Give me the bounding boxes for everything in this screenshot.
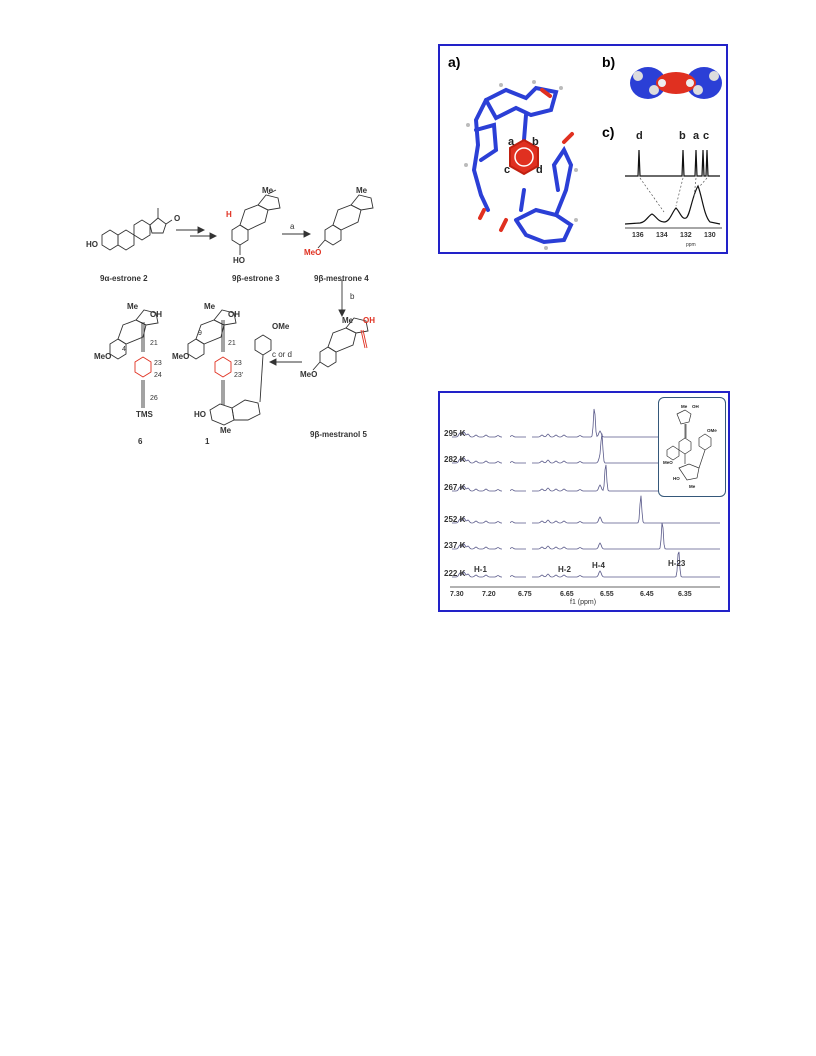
atom-num-26-6: 26	[150, 395, 158, 402]
atom-ho-2: HO	[86, 240, 98, 249]
atom-me-6: Me	[127, 302, 139, 311]
inset-atom-ho: HO	[673, 476, 680, 481]
arrow-label-a: a	[290, 222, 295, 231]
peak-label-b: b	[679, 130, 686, 142]
inset-structure	[659, 398, 725, 496]
atom-me-5: Me	[342, 316, 354, 325]
ring-label-b: b	[532, 136, 539, 148]
inset-atom-oh: OH	[692, 404, 699, 409]
x-unit: ppm	[686, 242, 696, 248]
solution-spectrum-trace	[625, 150, 720, 176]
spectrum-trace-237k	[452, 523, 720, 549]
axis-break-0	[502, 413, 510, 583]
atom-oh-5: OH	[363, 316, 375, 325]
temp-label-267: 267 K	[444, 483, 466, 492]
atom-me-4: Me	[356, 186, 368, 195]
atom-num-9-1: 9	[198, 330, 202, 337]
estrone-3-structure	[232, 190, 280, 255]
x-tick-136: 136	[632, 232, 644, 239]
compound-label-2: 9α-estrone 2	[100, 274, 148, 283]
compound-label-1: 1	[205, 437, 210, 446]
correlation-a	[694, 178, 696, 198]
synthesis-scheme	[80, 90, 380, 450]
axis-break-1	[526, 413, 532, 583]
atom-num-24-6: 24	[154, 372, 162, 379]
f2-tick-675: 6.75	[518, 591, 532, 598]
atom-tms-6: TMS	[136, 410, 153, 419]
peak-label-h2: H-2	[558, 565, 571, 574]
correlation-d	[640, 178, 664, 212]
atom-me-3: Me	[262, 186, 274, 195]
temp-label-252: 252 K	[444, 515, 466, 524]
compound-label-3: 9β-estrone 3	[232, 274, 280, 283]
spectrum-trace-252k	[452, 496, 720, 523]
compound-label-5: 9β-mestranol 5	[310, 430, 367, 439]
f2-tick-665: 6.65	[560, 591, 574, 598]
temp-label-282: 282 K	[444, 455, 466, 464]
atom-num-23-6: 23	[154, 360, 162, 367]
solid-state-spectrum-trace	[625, 186, 720, 224]
atom-num-4-6: 4	[122, 346, 126, 353]
atom-ho-1: HO	[194, 410, 206, 419]
atom-meo-1: MeO	[172, 352, 190, 361]
scheme-drawing	[80, 90, 380, 450]
temp-label-237: 237 K	[444, 541, 466, 550]
peak-label-h4: H-4	[592, 561, 605, 570]
f2-tick-645: 6.45	[640, 591, 654, 598]
atom-meo-5: MeO	[300, 370, 318, 379]
estrone-2-structure	[102, 208, 172, 250]
atom-num-23p-1: 23'	[234, 372, 244, 379]
f2-tick-730: 7.30	[450, 591, 464, 598]
atom-ome-1: OMe	[272, 322, 290, 331]
atom-ho-3: HO	[233, 256, 245, 265]
atom-me-1b: Me	[220, 426, 232, 435]
atom-o-2: O	[174, 214, 181, 223]
peak-label-a: a	[693, 130, 700, 142]
mestranol-5-structure	[313, 318, 368, 370]
temp-label-222: 222 K	[444, 569, 466, 578]
atom-meo-4: MeO	[304, 248, 322, 257]
atom-me-1: Me	[204, 302, 216, 311]
x-tick-130: 130	[704, 232, 716, 239]
atom-num-21-1: 21	[228, 340, 236, 347]
carbon-spectrum	[620, 136, 730, 236]
compound-label-4: 9β-mestrone 4	[314, 274, 369, 283]
peak-label-c: c	[703, 130, 710, 142]
figure1-frame	[438, 44, 728, 254]
correlation-b	[676, 178, 683, 206]
peak-label-d: d	[636, 130, 643, 142]
atom-num-23-1: 23	[234, 360, 242, 367]
arrow-label-b: b	[350, 292, 355, 301]
peak-label-h23: H-23	[668, 559, 686, 568]
atom-oh-6: OH	[150, 310, 162, 319]
panel-label-b: b)	[602, 54, 616, 70]
figure2-frame	[438, 391, 730, 612]
peak-label-h1: H-1	[474, 565, 487, 574]
ring-label-c: c	[504, 164, 511, 176]
f2-tick-720: 7.20	[482, 591, 496, 598]
atom-oh-1: OH	[228, 310, 240, 319]
ring-label-a: a	[508, 136, 515, 148]
compound-6-structure	[110, 310, 158, 408]
panel-label-c: c)	[602, 124, 615, 140]
x-tick-132: 132	[680, 232, 692, 239]
mestrone-4-structure	[318, 195, 373, 248]
f2-tick-635: 6.35	[678, 591, 692, 598]
atom-num-21-6: 21	[150, 340, 158, 347]
f2-x-unit: f1 (ppm)	[570, 599, 597, 606]
inset-atom-ome: OMe	[707, 428, 717, 433]
space-filling-model	[626, 58, 726, 108]
inset-atom-me2: Me	[689, 484, 696, 489]
arrow-label-cd: c or d	[272, 350, 293, 359]
inset-atom-meo: MeO	[663, 460, 673, 465]
x-tick-134: 134	[656, 232, 668, 239]
temp-label-295: 295 K	[444, 429, 466, 438]
inset-atom-me: Me	[681, 404, 688, 409]
correlation-c	[700, 178, 707, 186]
ring-label-d: d	[536, 164, 543, 176]
compound-label-6: 6	[138, 437, 143, 446]
crystal-structure-model	[446, 70, 596, 250]
atom-h-3: H	[226, 210, 232, 219]
atom-meo-6: MeO	[94, 352, 112, 361]
f2-tick-655: 6.55	[600, 591, 614, 598]
compound-1-structure	[188, 310, 271, 425]
inset-structure-box	[658, 397, 726, 497]
panel-label-a: a)	[448, 54, 461, 70]
